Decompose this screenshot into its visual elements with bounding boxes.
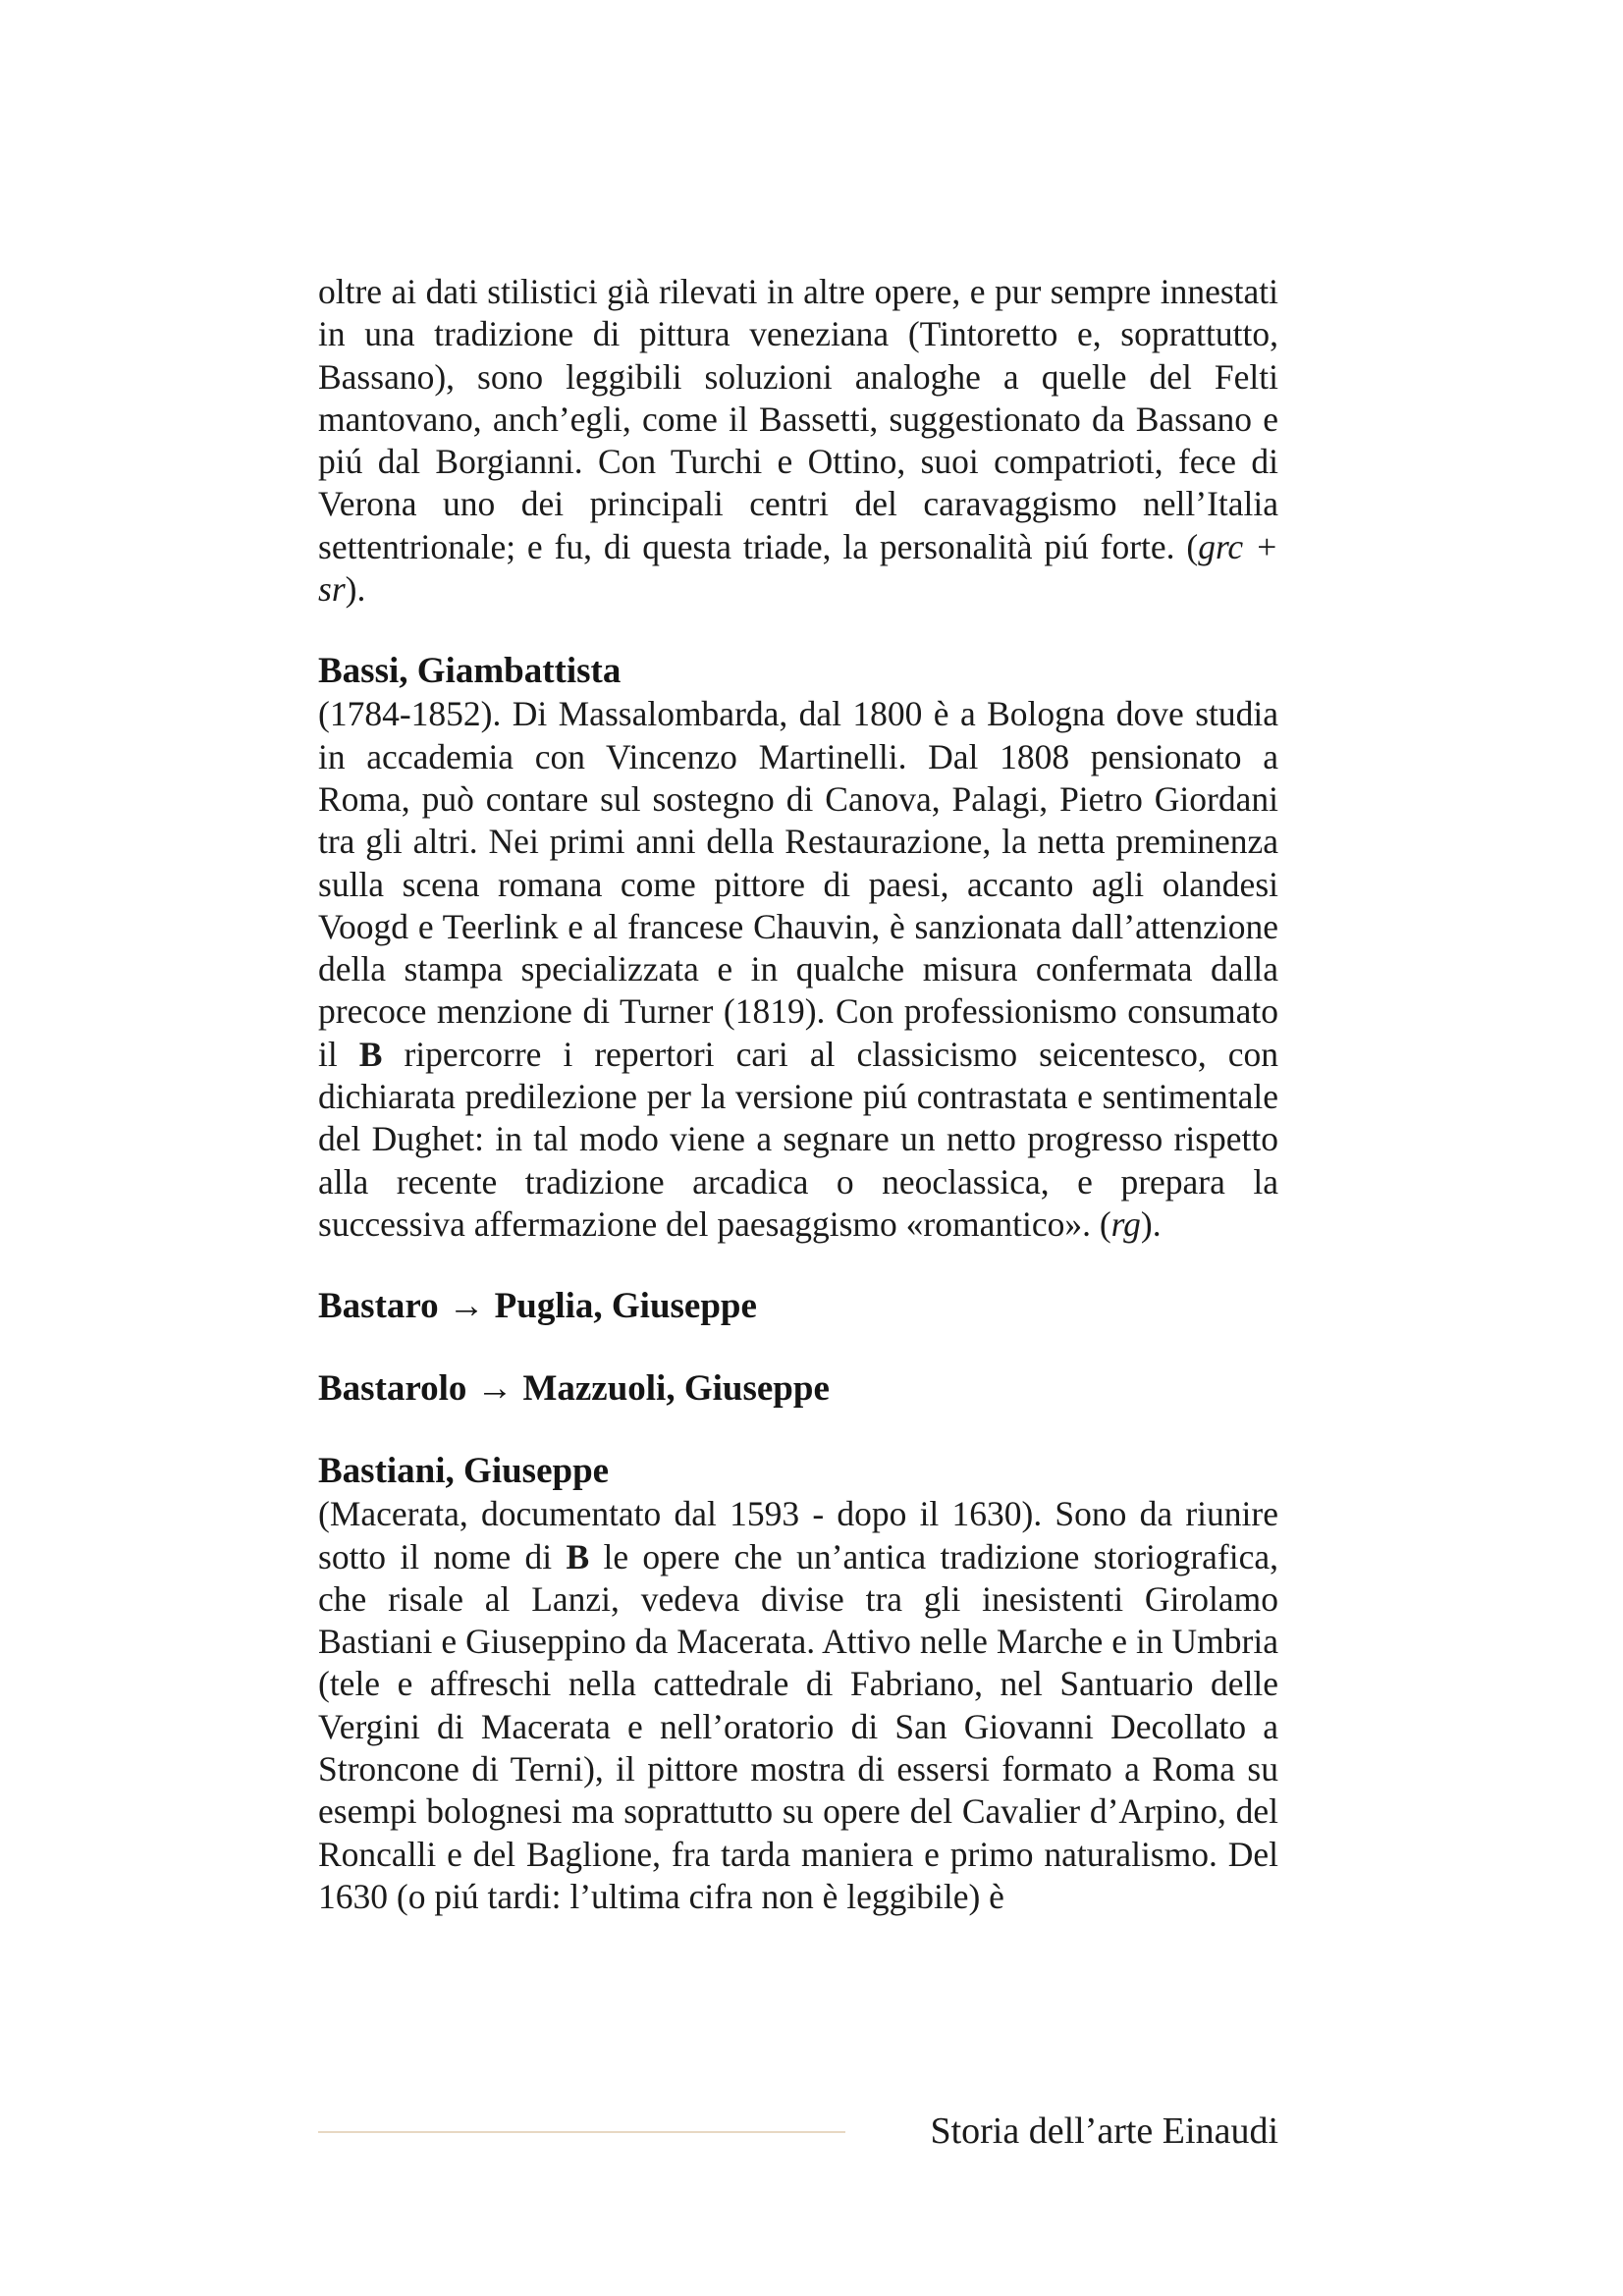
intro-author-initials: grc + sr xyxy=(318,526,1278,610)
bastiani-text-2: le opere che un’antica tradizione storiografica, che risale al Lanzi, vedeva divise tra gli inesistenti Girolamo Bastiani e Giuseppino da Macerata. Attivo nelle Marche e in Umbria (tele e affreschi nella cattedrale di Fabriano, nel Santuario delle Vergini di Macerata e nell’oratorio di San Giovanni Decollato a Stroncone di Terni), il pittore mostra di essersi formato a Roma su esempi bolognesi ma soprattutto su opere del Cavalier d’Arpino, del Roncalli e del Baglione, fra tarda maniera e primo naturalismo. Del 1630 (o piú tardi: l’ultima cifra non è leggibile) è xyxy=(318,1536,1278,1916)
bastiani-abbrev: B xyxy=(566,1536,590,1576)
bassi-text-2: ripercorre i repertori cari al classicismo seicentesco, con dichiarata predilezione per la versione piú contrastata e sentimentale del Dughet: in tal modo viene a segnare un netto progresso rispetto alla recente tradizione arcadica o neoclassica, e prepara la successiva affermazione del paesaggismo «romantico». ( xyxy=(318,1034,1278,1244)
intro-paragraph xyxy=(318,271,1278,611)
bastarolo-name: Bastarolo xyxy=(318,1368,467,1410)
intro-text-end: ). xyxy=(345,569,366,610)
bassi-author-initials: rg xyxy=(1110,1203,1141,1244)
intro-text: oltre ai dati stilistici già rilevati in altre opere, e pur sempre innestati in una tradizione di pittura veneziana (Tintoretto e, soprattutto, Bassano), sono leggibili soluzioni analoghe a quelle del Felti mantovano, anch’egli, come il Bassetti, suggestionato da Bassano e piú dal Borgianni. Con Turchi e Ottino, suoi compatrioti, fece di Verona uno dei principali centri del caravaggismo nell’Italia settentrionale; e fu, di questa triade, la personalità piú forte. ( xyxy=(318,272,1278,566)
footer-rule xyxy=(318,2131,845,2133)
bastiani-text-1: (Macerata, documentato dal 1593 - dopo il 1630). Sono da riunire sotto il nome di xyxy=(318,1494,1278,1576)
text-column xyxy=(318,271,1278,1918)
entry-heading-bastarolo xyxy=(318,1367,1278,1411)
entry-heading-bastiani: Bastiani, Giuseppe xyxy=(318,1451,610,1492)
bastaro-target: Puglia, Giuseppe xyxy=(494,1286,757,1327)
entry-heading-bassi: Bassi, Giambattista xyxy=(318,651,622,692)
bastarolo-target: Mazzuoli, Giuseppe xyxy=(522,1368,830,1410)
cross-reference-arrow-icon: → xyxy=(476,1368,514,1410)
bassi-text-3: ). xyxy=(1140,1203,1162,1244)
bastaro-name: Bastaro xyxy=(318,1286,439,1327)
entry-body-bassi xyxy=(318,693,1278,1246)
bassi-abbrev: B xyxy=(358,1034,383,1074)
entry-heading-bastaro xyxy=(318,1285,1278,1328)
entry-body-bastiani xyxy=(318,1493,1278,1918)
footer-title: Storia dell’arte Einaudi xyxy=(930,2110,1278,2152)
bassi-text-1: (1784-1852). Di Massalombarda, dal 1800 è a Bologna dove studia in accademia con Vincenzo Martinelli. Dal 1808 pensionato a Roma, può contare sul sostegno di Canova, Palagi, Pietro Giordani tra gli altri. Nei primi anni della Restaurazione, la netta preminenza sulla scena romana come pittore di paesi, accanto agli olandesi Voogd e Teerlink e al francese Chauvin, è sanzionata dall’attenzione della stampa specializzata e in qualche misura confermata dalla precoce menzione di Turner (1819). Con professionismo consumato il xyxy=(318,694,1278,1074)
cross-reference-arrow-icon: → xyxy=(448,1286,485,1327)
